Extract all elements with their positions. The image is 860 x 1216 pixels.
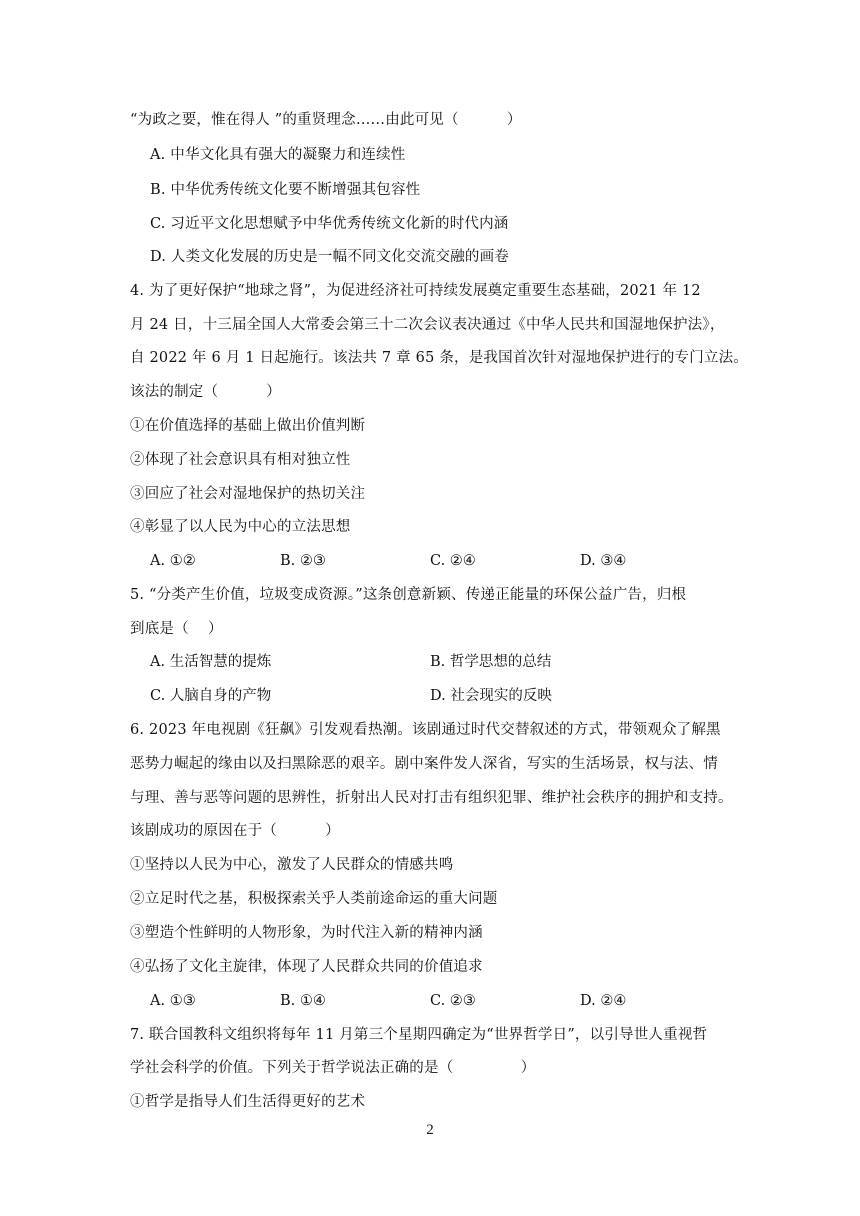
q4-item-2: ②体现了社会意识具有相对独立性 xyxy=(130,452,351,468)
q7-stem-line-1: 7. 联合国教科文组织将每年 11 月第三个星期四确定为“世界哲学日”，以引导世人重视哲 xyxy=(130,1027,708,1043)
q6-stem-line-2: 恶势力崛起的缘由以及扫黑除恶的艰辛。剧中案件发人深省，写实的生活场景，权与法、情 xyxy=(130,756,718,772)
q5-option-b: B. 哲学思想的总结 xyxy=(430,654,552,670)
q4-item-3: ③回应了社会对湿地保护的热切关注 xyxy=(130,486,366,502)
q4-option-d: D. ③④ xyxy=(580,553,627,569)
q4-option-a: A. ①② xyxy=(150,553,196,569)
q3-option-b: B. 中华优秀传统文化要不断增强其包容性 xyxy=(150,182,421,198)
q4-stem-line-2: 月 24 日，十三届全国人大常委会第三十二次会议表决通过《中华人民共和国湿地保护法》， xyxy=(130,317,725,333)
q6-stem-line-1: 6. 2023 年电视剧《狂飙》引发观看热潮。该剧通过时代交替叙述的方式，带领观众了解黑 xyxy=(130,722,721,738)
q4-stem-line-3: 自 2022 年 6 月 1 日起施行。该法共 7 章 65 条，是我国首次针对湿地保护进行的专门立法。 xyxy=(130,350,749,366)
q4-option-c: C. ②④ xyxy=(430,553,476,569)
q5-option-d: D. 社会现实的反映 xyxy=(430,688,552,704)
q3-stem-end: “为政之要，惟在得人 ”的重贤理念……由此可见（ ） xyxy=(130,112,522,128)
q6-item-4: ④弘扬了文化主旋律，体现了人民群众共同的价值追求 xyxy=(130,959,483,975)
q3-option-c: C. 习近平文化思想赋予中华优秀传统文化新的时代内涵 xyxy=(150,216,509,232)
q7-item-1: ①哲学是指导人们生活得更好的艺术 xyxy=(130,1094,366,1110)
q5-stem-line-1: 5. “分类产生价值，垃圾变成资源。”这条创意新颖、传递正能量的环保公益广告，归根 xyxy=(130,587,687,603)
q4-stem-line-1: 4. 为了更好保护“地球之肾”，为促进经济社可持续发展奠定重要生态基础，2021 年 12 xyxy=(130,283,701,299)
q6-option-a: A. ①③ xyxy=(150,993,196,1009)
q4-item-4: ④彰显了以人民为中心的立法思想 xyxy=(130,519,351,535)
q5-option-a: A. 生活智慧的提炼 xyxy=(150,654,272,670)
q6-option-c: C. ②③ xyxy=(430,993,476,1009)
q6-item-2: ②立足时代之基，积极探索关乎人类前途命运的重大问题 xyxy=(130,891,498,907)
q3-option-a: A. 中华文化具有强大的凝聚力和连续性 xyxy=(150,147,406,163)
q6-option-b: B. ①④ xyxy=(280,993,326,1009)
q6-stem-line-4: 该剧成功的原因在于（ ） xyxy=(130,823,340,839)
q4-item-1: ①在价值选择的基础上做出价值判断 xyxy=(130,418,366,434)
q5-stem-line-2: 到底是（ ） xyxy=(130,621,223,637)
q7-stem-line-2: 学社会科学的价值。下列关于哲学说法正确的是（ ） xyxy=(130,1060,536,1076)
q5-option-c: C. 人脑自身的产物 xyxy=(150,688,272,704)
q4-option-b: B. ②③ xyxy=(280,553,326,569)
q6-option-d: D. ②④ xyxy=(580,993,627,1009)
q6-stem-line-3: 与理、善与恶等问题的思辨性，折射出人民对打击有组织犯罪、维护社会秩序的拥护和支持。 xyxy=(130,790,733,806)
q4-stem-line-4: 该法的制定（ ） xyxy=(130,384,281,400)
q6-item-3: ③塑造个性鲜明的人物形象，为时代注入新的精神内涵 xyxy=(130,925,483,941)
page-number: 2 xyxy=(426,1122,434,1138)
q6-item-1: ①坚持以人民为中心，激发了人民群众的情感共鸣 xyxy=(130,857,454,873)
q3-option-d: D. 人类文化发展的历史是一幅不同文化交流交融的画卷 xyxy=(150,249,510,265)
